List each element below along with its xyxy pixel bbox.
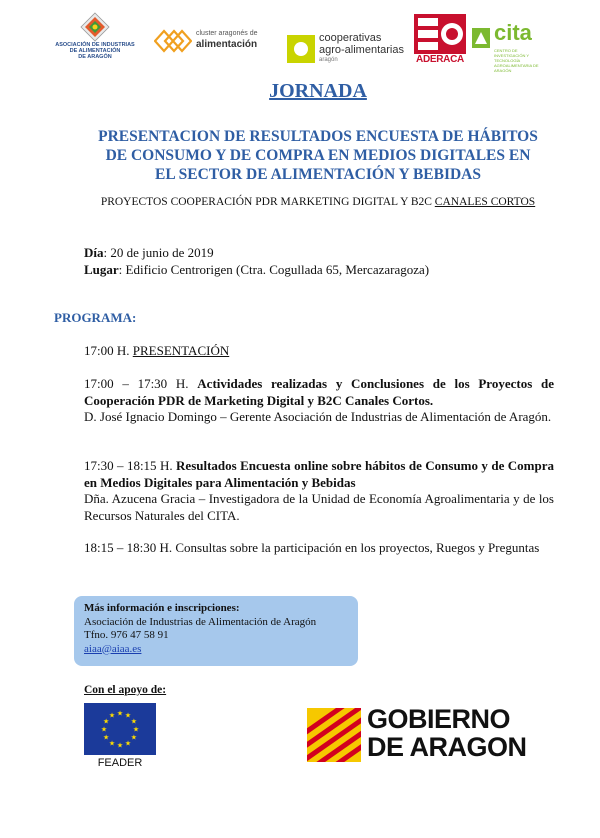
eu-flag-icon [84,703,156,755]
eu-star-icon: ★ [130,733,137,742]
cooperativas-logo: cooperativas agro-alimentarias aragón [287,34,411,68]
cluster-emblem-icon [154,29,192,53]
aiaa-logo-text: ASOCIACIÓN DE INDUSTRIAS DE ALIMENTACIÓN DE ARAGÓN [55,42,135,60]
eu-star-icon: ★ [116,741,124,750]
event-title: PRESENTACION DE RESULTADOS ENCUESTA DE HÁBITOS DE CONSUMO Y DE COMPRA EN MEDIOS DIGITALES EN EL SECTOR DE ALIMENTACIÓN Y BEBIDAS [98,128,538,183]
contact-box [74,596,358,666]
eu-star-icon: ★ [103,733,110,742]
programa-heading: PROGRAMA: [54,310,137,325]
eu-star-icon: ★ [130,717,137,726]
gobierno-aragon-logo: GOBIERNO DE ARAGON [307,708,557,768]
eu-star-icon: ★ [108,711,116,720]
cluster-logo: cluster aragonés de alimentación [154,29,266,55]
event-date: Día: 20 de junio de 2019 [84,245,214,260]
aiaa-emblem-icon [80,12,110,42]
eu-star-icon: ★ [132,725,140,734]
event-details [84,244,429,278]
programa-item-consultas: 18:15 – 18:30 H. Consultas sobre la participación en los proyectos, Ruegos y Preguntas [84,540,540,555]
eu-star-icon: ★ [124,711,132,720]
eu-star-icon: ★ [103,717,110,726]
contact-phone: Tfno. 976 47 58 91 [84,629,169,641]
eu-star-icon: ★ [116,709,124,718]
cita-emblem-icon [472,26,492,50]
contact-heading: Más información e inscripciones: [84,602,240,614]
event-type-heading: JORNADA [269,80,367,102]
programa-item-actividades: 17:00 – 17:30 H. Actividades realizadas y Conclusiones de los Proyectos de Cooperación PDR de Marketing Digital y B2C Canales Cortos. D. José Ignacio Domingo – Gerente Asociación de Industrias de Alimentación de Aragón. [84,376,554,424]
contact-email-link[interactable]: aiaa@aiaa.es [84,642,142,655]
event-subtitle: PROYECTOS COOPERACIÓN PDR MARKETING DIGITAL Y B2C CANALES CORTOS [100,196,536,208]
cooperativas-emblem-icon [287,35,315,63]
aderaca-logo: ADERACA [414,14,466,66]
contact-org: Asociación de Industrias de Alimentación de Aragón [84,615,317,628]
eu-star-icon: ★ [100,725,108,734]
support-label: Con el apoyo de: [84,684,167,696]
programa-item-resultados: 17:30 – 18:15 H. Resultados Encuesta online sobre hábitos de Consumo y de Compra en Medios Digitales para Alimentación y Bebidas Dña. Azucena Gracia – Investigadora de la Unidad de Economía Agroalimentaria y de los Recursos Naturales del CITA. [84,458,554,523]
aragon-flag-icon [307,708,361,762]
eu-star-icon: ★ [108,739,116,748]
aderaca-emblem-icon [414,14,466,54]
cita-logo: cita CENTRO DE INVESTIGACIÓN Y TECNOLOGÍA AGROALIMENTARIA DE ARAGÓN [472,26,544,60]
aiaa-logo [52,12,138,62]
eu-star-icon: ★ [124,739,132,748]
feader-label: FEADER [97,757,143,769]
event-location: Lugar: Edificio Centrorigen (Ctra. Cogullada 65, Mercazaragoza) [84,262,430,277]
programa-item-presentacion: 17:00 H. PRESENTACIÓN [84,343,230,358]
